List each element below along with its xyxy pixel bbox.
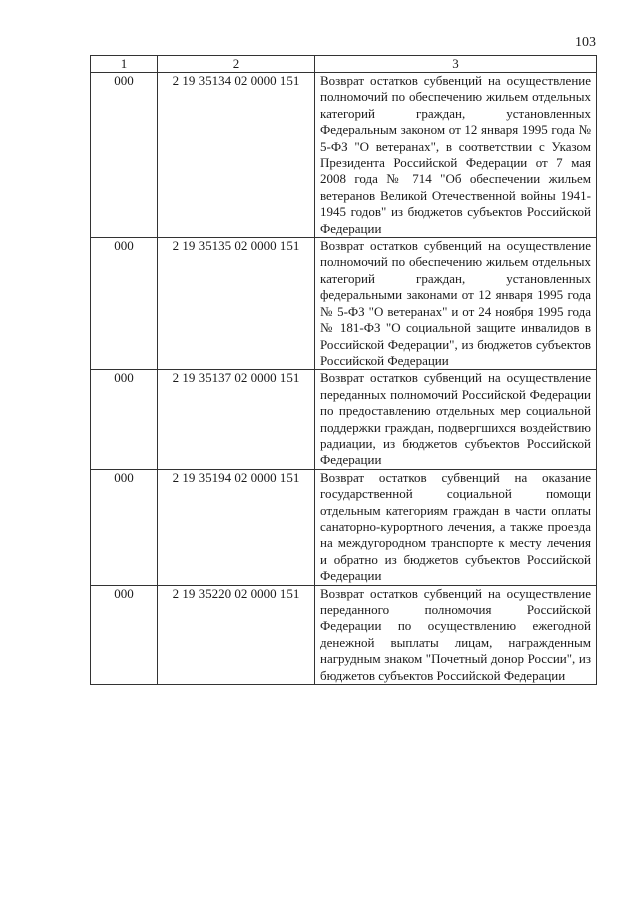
budget-code-cell: 2 19 35135 02 0000 151 (158, 238, 315, 370)
table-body (91, 73, 597, 685)
page-number: 103 (575, 35, 596, 50)
table-row (91, 370, 597, 469)
budget-code-cell: 2 19 35194 02 0000 151 (158, 469, 315, 585)
budget-classification-table (90, 55, 597, 685)
admin-code-cell: 000 (91, 585, 158, 684)
budget-code-cell: 2 19 35137 02 0000 151 (158, 370, 315, 469)
column-header-3: 3 (315, 56, 597, 73)
table-header-row (91, 56, 597, 73)
admin-code-cell: 000 (91, 469, 158, 585)
budget-code-cell: 2 19 35134 02 0000 151 (158, 73, 315, 238)
admin-code-cell: 000 (91, 370, 158, 469)
description-cell: Возврат остатков субвенций на осуществление переданного полномочия Российской Федерации по осуществлению ежегодной денежной выплаты лицам, награжденным нагрудным знаком "Почетный донор России", из бюджетов субъектов Российской Федерации (315, 585, 597, 684)
table-header (91, 56, 597, 73)
table-row (91, 73, 597, 238)
description-cell: Возврат остатков субвенций на оказание государственной социальной помощи отдельным категориям граждан в части оплаты санаторно-курортного лечения, а также проезда на междугородном транспорте к месту лечения и обратно из бюджетов субъектов Российской Федерации (315, 469, 597, 585)
table-row (91, 238, 597, 370)
table-row (91, 469, 597, 585)
admin-code-cell: 000 (91, 73, 158, 238)
description-cell: Возврат остатков субвенций на осуществление переданных полномочий Российской Федерации по предоставлению отдельных мер социальной поддержки граждан, подвергшихся воздействию радиации, из бюджетов субъектов Российской Федерации (315, 370, 597, 469)
column-header-2: 2 (158, 56, 315, 73)
admin-code-cell: 000 (91, 238, 158, 370)
description-cell: Возврат остатков субвенций на осуществление полномочий по обеспечению жильем отдельных категорий граждан, установленных Федеральным законом от 12 января 1995 года № 5-ФЗ "О ветеранах", в соответствии с Указом Президента Российской Федерации от 7 мая 2008 года № 714 "Об обеспечении жильем ветеранов Великой Отечественной войны 1941-1945 годов" из бюджетов субъектов Российской Федерации (315, 73, 597, 238)
table-row (91, 585, 597, 684)
description-cell: Возврат остатков субвенций на осуществление полномочий по обеспечению жильем отдельных категорий граждан, установленных федеральными законами от 12 января 1995 года № 5-ФЗ "О ветеранах" и от 24 ноября 1995 года № 181-ФЗ "О социальной защите инвалидов в Российской Федерации", из бюджетов субъектов Российской Федерации (315, 238, 597, 370)
column-header-1: 1 (91, 56, 158, 73)
budget-code-cell: 2 19 35220 02 0000 151 (158, 585, 315, 684)
